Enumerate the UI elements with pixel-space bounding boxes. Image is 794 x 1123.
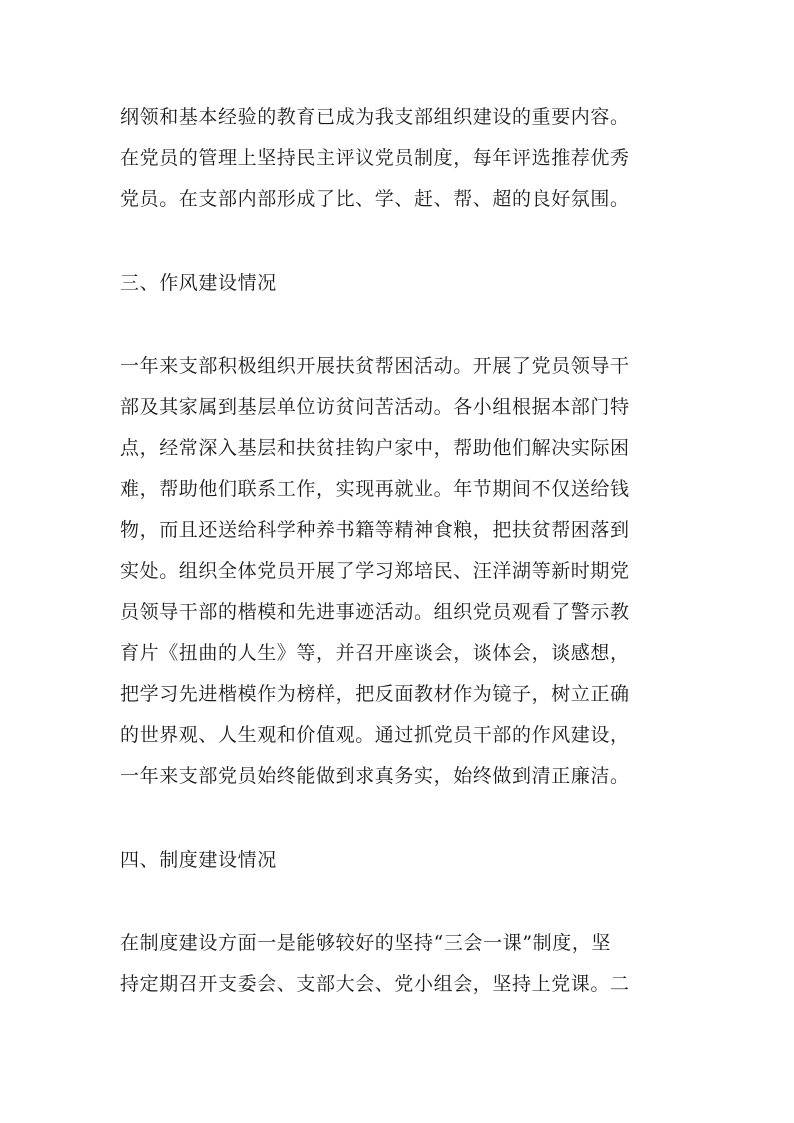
section-heading: 四、制度建设情况 <box>120 849 277 871</box>
paragraph-line: 的世界观、人生观和价值观。通过抓党员干部的作风建设， <box>120 724 630 746</box>
paragraph-line: 难，帮助他们联系工作，实现再就业。年节期间不仅送给钱 <box>120 478 630 500</box>
paragraph-line: 点，经常深入基层和扶贫挂钩户家中，帮助他们解决实际困 <box>120 437 630 459</box>
paragraph-line: 在党员的管理上坚持民主评议党员制度，每年评选推荐优秀 <box>120 147 630 169</box>
paragraph-line: 把学习先进楷模作为榜样，把反面教材作为镜子，树立正确 <box>120 683 630 705</box>
paragraph-line: 党员。在支部内部形成了比、学、赶、帮、超的良好氛围。 <box>120 188 630 210</box>
paragraph-line: 实处。组织全体党员开展了学习郑培民、汪洋湖等新时期党 <box>120 560 630 582</box>
paragraph-line: 物，而且还送给科学种养书籍等精神食粮，把扶贫帮困落到 <box>120 519 630 541</box>
section-heading: 三、作风建设情况 <box>120 272 277 294</box>
paragraph-line: 部及其家属到基层单位访贫问苦活动。各小组根据本部门特 <box>120 396 630 418</box>
paragraph-line: 持定期召开支委会、支部大会、党小组会，坚持上党课。二 <box>120 973 630 995</box>
paragraph-line: 育片《扭曲的人生》等，并召开座谈会，谈体会，谈感想， <box>120 642 630 664</box>
paragraph-line: 在制度建设方面一是能够较好的坚持“三会一课”制度，坚 <box>120 932 612 954</box>
paragraph-line: 一年来支部党员始终能做到求真务实，始终做到清正廉洁。 <box>120 765 630 787</box>
paragraph-line: 员领导干部的楷模和先进事迹活动。组织党员观看了警示教 <box>120 601 630 623</box>
paragraph-line: 一年来支部积极组织开展扶贫帮困活动。开展了党员领导干 <box>120 355 630 377</box>
paragraph-line: 纲领和基本经验的教育已成为我支部组织建设的重要内容。 <box>120 106 630 128</box>
